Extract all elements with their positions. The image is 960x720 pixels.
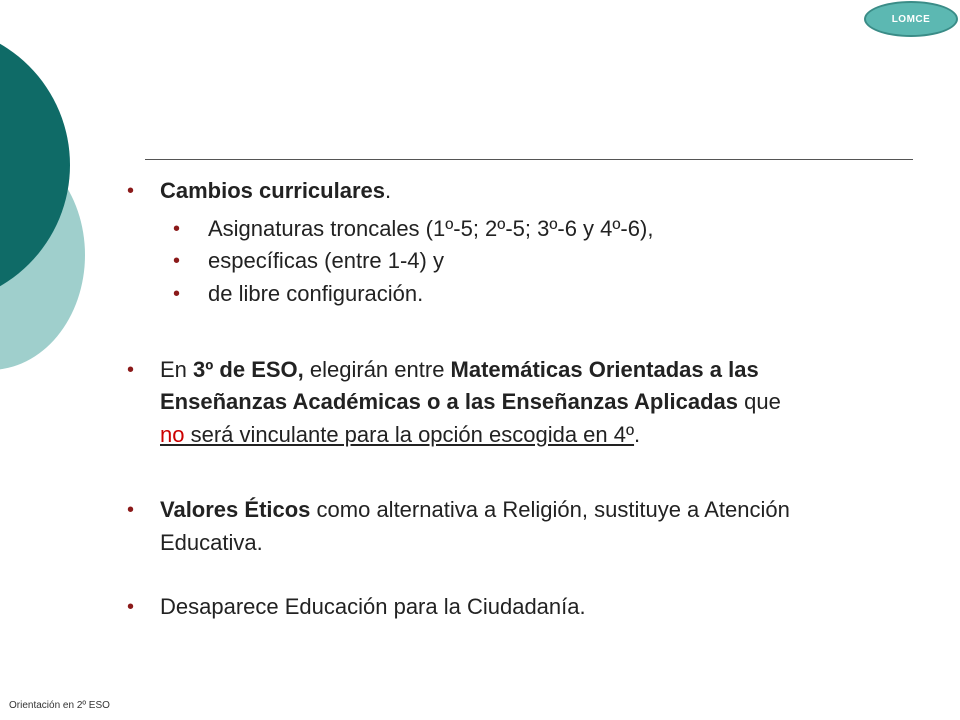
bullet-matematicas-t9: . xyxy=(634,422,641,447)
dark-teal-shape xyxy=(0,25,70,305)
bullet-matematicas-line1 xyxy=(160,354,759,386)
bullet-valores-eticos-line2: Educativa. xyxy=(160,530,263,555)
bullet-marker: • xyxy=(127,359,135,381)
bullet-marker: • xyxy=(127,499,135,521)
bullet-valores-eticos-line1 xyxy=(160,494,790,526)
bullet-matematicas-t4: Matemáticas Orientadas a las xyxy=(450,357,759,382)
bullet-cambios-rest: . xyxy=(384,178,392,203)
sub-bullet-troncales: Asignaturas troncales (1º-5; 2º-5; 3º-6 y 4º-6), xyxy=(208,216,654,241)
lomce-badge xyxy=(864,1,958,37)
sub-bullet-especificas: específicas (entre 1-4) y xyxy=(208,248,444,273)
bullet-matematicas-t3: elegirán entre xyxy=(303,357,451,382)
bullet-valores-rest: como alternativa a Religión, sustituye a Atención xyxy=(310,497,790,522)
title-divider xyxy=(145,159,913,160)
bullet-cambios-curriculares xyxy=(160,175,391,207)
bullet-matematicas-line3 xyxy=(160,419,640,451)
sub-bullet-marker: • xyxy=(173,283,181,305)
sub-bullet-marker: • xyxy=(173,250,181,272)
bullet-cambios-bold: Cambios curriculares xyxy=(160,178,385,203)
bullet-matematicas-t2: 3º de ESO, xyxy=(193,357,304,382)
bullet-ciudadania: Desaparece Educación para la Ciudadanía. xyxy=(160,594,586,619)
bullet-matematicas-t5: Enseñanzas Académicas o a las Enseñanzas Aplicadas xyxy=(160,389,738,414)
sub-bullet-marker: • xyxy=(173,218,181,240)
bullet-matematicas-t8: será vinculante para la opción escogida en 4º xyxy=(184,422,635,447)
bullet-matematicas-t6: que xyxy=(737,389,781,414)
light-teal-shape xyxy=(0,140,85,370)
decorative-teal-shapes xyxy=(0,0,120,720)
bullet-matematicas-line2 xyxy=(160,386,781,418)
bullet-marker: • xyxy=(127,596,135,618)
bullet-valores-bold: Valores Éticos xyxy=(160,497,311,522)
bullet-matematicas-no: no xyxy=(160,422,185,447)
sub-bullet-libre-configuracion: de libre configuración. xyxy=(208,281,424,306)
lomce-badge-label: LOMCE xyxy=(891,13,931,25)
bullet-matematicas-t1: En xyxy=(160,357,194,382)
bullet-marker: • xyxy=(127,180,135,202)
footer-text: Orientación en 2º ESO xyxy=(9,700,110,711)
